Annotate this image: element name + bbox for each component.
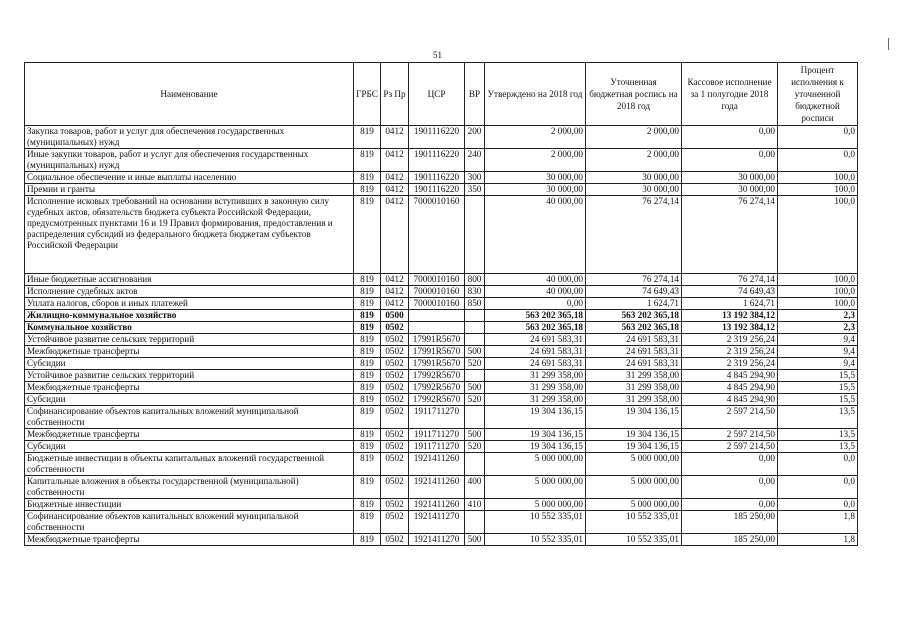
- cell-vr: [465, 310, 485, 322]
- cell-rzpr: 0502: [381, 406, 409, 429]
- cell-percent: 100,0: [778, 286, 858, 298]
- cell-percent: 0,0: [778, 126, 858, 149]
- cell-percent: 100,0: [778, 298, 858, 310]
- cell-csr: 1901116220: [409, 184, 465, 196]
- cell-grbs: 819: [354, 274, 381, 286]
- cell-vr: 410: [465, 499, 485, 511]
- cell-vr: [465, 334, 485, 346]
- cell-approved: 31 299 358,00: [485, 382, 586, 394]
- cell-csr: 1921411260: [409, 476, 465, 499]
- cell-csr: 7000010160: [409, 274, 465, 286]
- cell-grbs: 819: [354, 126, 381, 149]
- cell-name: Межбюджетные трансферты: [25, 346, 354, 358]
- table-row: [25, 334, 858, 346]
- cell-revised: 76 274,14: [586, 196, 682, 274]
- cell-cash: 2 597 214,50: [682, 406, 778, 429]
- cell-revised: 563 202 365,18: [586, 322, 682, 334]
- cell-rzpr: 0502: [381, 534, 409, 546]
- cell-grbs: 819: [354, 511, 381, 534]
- cell-revised: 2 000,00: [586, 126, 682, 149]
- cell-name: Иные закупки товаров, работ и услуг для обеспечения государственных (муниципальных) нужд: [25, 149, 354, 172]
- cell-cash: 30 000,00: [682, 172, 778, 184]
- cell-grbs: 819: [354, 310, 381, 322]
- table-row: [25, 126, 858, 149]
- cell-vr: 830: [465, 286, 485, 298]
- cell-approved: 24 691 583,31: [485, 358, 586, 370]
- cell-rzpr: 0502: [381, 476, 409, 499]
- cell-revised: 2 000,00: [586, 149, 682, 172]
- cell-approved: 31 299 358,00: [485, 394, 586, 406]
- cell-revised: 5 000 000,00: [586, 453, 682, 476]
- cell-revised: 10 552 335,01: [586, 511, 682, 534]
- cell-vr: 400: [465, 476, 485, 499]
- cell-name: Межбюджетные трансферты: [25, 382, 354, 394]
- cell-csr: 7000010160: [409, 286, 465, 298]
- cell-approved: 19 304 136,15: [485, 441, 586, 453]
- cell-revised: 19 304 136,15: [586, 406, 682, 429]
- cell-csr: 1911711270: [409, 441, 465, 453]
- cell-grbs: 819: [354, 499, 381, 511]
- cell-cash: 0,00: [682, 453, 778, 476]
- cell-approved: 40 000,00: [485, 274, 586, 286]
- cell-grbs: 819: [354, 149, 381, 172]
- cell-rzpr: 0502: [381, 499, 409, 511]
- cell-name: Социальное обеспечение и иные выплаты населению: [25, 172, 354, 184]
- cell-name: Исполнение судебных актов: [25, 286, 354, 298]
- cell-name: Жилищно-коммунальное хозяйство: [25, 310, 354, 322]
- cell-rzpr: 0502: [381, 322, 409, 334]
- cell-csr: 7000010160: [409, 196, 465, 274]
- cell-csr: 1911711270: [409, 406, 465, 429]
- cell-cash: 13 192 384,12: [682, 322, 778, 334]
- cell-name: Субсидии: [25, 358, 354, 370]
- cell-grbs: 819: [354, 298, 381, 310]
- cell-vr: 500: [465, 346, 485, 358]
- header-vr: ВР: [465, 63, 485, 126]
- cell-name: Коммунальное хозяйство: [25, 322, 354, 334]
- cell-csr: 17991R5670: [409, 346, 465, 358]
- cell-name: Устойчивое развитие сельских территорий: [25, 334, 354, 346]
- cell-vr: [465, 453, 485, 476]
- cell-vr: 200: [465, 126, 485, 149]
- cell-vr: 300: [465, 172, 485, 184]
- cell-csr: [409, 322, 465, 334]
- cell-cash: 0,00: [682, 126, 778, 149]
- cell-name: Субсидии: [25, 441, 354, 453]
- cell-revised: 19 304 136,15: [586, 429, 682, 441]
- cell-revised: 31 299 358,00: [586, 394, 682, 406]
- table-row: [25, 476, 858, 499]
- cell-revised: 30 000,00: [586, 184, 682, 196]
- cell-name: Капитальные вложения в объекты государственной (муниципальной) собственности: [25, 476, 354, 499]
- cell-percent: 2,3: [778, 322, 858, 334]
- table-row: [25, 429, 858, 441]
- cell-csr: 17991R5670: [409, 334, 465, 346]
- header-cash: Кассовое исполнение за 1 полугодие 2018 года: [682, 63, 778, 126]
- cell-percent: 13,5: [778, 429, 858, 441]
- cell-cash: 2 319 256,24: [682, 346, 778, 358]
- table-header-row: [25, 63, 858, 126]
- cell-percent: 1,8: [778, 534, 858, 546]
- cell-csr: [409, 310, 465, 322]
- cell-grbs: 819: [354, 346, 381, 358]
- table-row: [25, 172, 858, 184]
- cell-rzpr: 0412: [381, 286, 409, 298]
- cell-percent: 100,0: [778, 274, 858, 286]
- table-row: [25, 149, 858, 172]
- cell-percent: 15,5: [778, 370, 858, 382]
- cell-approved: 10 552 335,01: [485, 511, 586, 534]
- cell-rzpr: 0502: [381, 382, 409, 394]
- cell-percent: 9,4: [778, 358, 858, 370]
- cell-rzpr: 0412: [381, 298, 409, 310]
- cell-csr: 17992R5670: [409, 370, 465, 382]
- cell-vr: 520: [465, 358, 485, 370]
- cell-grbs: 819: [354, 172, 381, 184]
- budget-table: [24, 62, 858, 546]
- cell-approved: 24 691 583,31: [485, 346, 586, 358]
- cell-vr: [465, 406, 485, 429]
- table-row: [25, 274, 858, 286]
- table-row: [25, 286, 858, 298]
- cell-percent: 0,0: [778, 453, 858, 476]
- cell-revised: 5 000 000,00: [586, 476, 682, 499]
- cell-approved: 2 000,00: [485, 126, 586, 149]
- cell-cash: 2 319 256,24: [682, 358, 778, 370]
- cell-grbs: 819: [354, 534, 381, 546]
- cell-revised: 1 624,71: [586, 298, 682, 310]
- cell-name: Субсидии: [25, 394, 354, 406]
- cell-rzpr: 0502: [381, 441, 409, 453]
- cell-approved: 563 202 365,18: [485, 322, 586, 334]
- cell-name: Иные бюджетные ассигнования: [25, 274, 354, 286]
- table-row: [25, 499, 858, 511]
- cell-cash: 4 845 294,90: [682, 370, 778, 382]
- cell-vr: 350: [465, 184, 485, 196]
- cell-rzpr: 0412: [381, 274, 409, 286]
- cell-vr: 520: [465, 394, 485, 406]
- cell-revised: 19 304 136,15: [586, 441, 682, 453]
- cell-name: Бюджетные инвестиции в объекты капитальных вложений государственной собственности: [25, 453, 354, 476]
- cell-revised: 31 299 358,00: [586, 382, 682, 394]
- cell-rzpr: 0502: [381, 394, 409, 406]
- cell-revised: 563 202 365,18: [586, 310, 682, 322]
- cell-vr: 500: [465, 429, 485, 441]
- cell-percent: 100,0: [778, 196, 858, 274]
- cell-grbs: 819: [354, 406, 381, 429]
- table-row: [25, 184, 858, 196]
- cell-grbs: 819: [354, 476, 381, 499]
- cell-csr: 1901116220: [409, 126, 465, 149]
- cell-name: Премии и гранты: [25, 184, 354, 196]
- table-row: [25, 196, 858, 274]
- cell-grbs: 819: [354, 358, 381, 370]
- table-row: [25, 310, 858, 322]
- cell-cash: 74 649,43: [682, 286, 778, 298]
- cell-grbs: 819: [354, 196, 381, 274]
- cell-vr: [465, 322, 485, 334]
- cell-cash: 185 250,00: [682, 534, 778, 546]
- cell-csr: 1921411260: [409, 499, 465, 511]
- cell-percent: 13,5: [778, 406, 858, 429]
- cell-approved: 2 000,00: [485, 149, 586, 172]
- cell-revised: 10 552 335,01: [586, 534, 682, 546]
- cell-cash: 0,00: [682, 499, 778, 511]
- cell-vr: [465, 511, 485, 534]
- cell-name: Устойчивое развитие сельских территорий: [25, 370, 354, 382]
- cell-rzpr: 0502: [381, 346, 409, 358]
- cell-name: Бюджетные инвестиции: [25, 499, 354, 511]
- cell-vr: 500: [465, 382, 485, 394]
- cell-revised: 24 691 583,31: [586, 334, 682, 346]
- cell-grbs: 819: [354, 453, 381, 476]
- cell-csr: 1921411270: [409, 534, 465, 546]
- cell-cash: 0,00: [682, 476, 778, 499]
- cell-cash: 1 624,71: [682, 298, 778, 310]
- cell-csr: 17992R5670: [409, 394, 465, 406]
- cell-grbs: 819: [354, 322, 381, 334]
- cell-vr: 800: [465, 274, 485, 286]
- table-row: [25, 298, 858, 310]
- cell-percent: 15,5: [778, 382, 858, 394]
- cell-revised: 31 299 358,00: [586, 370, 682, 382]
- cell-name: Софинансирование объектов капитальных вложений муниципальной собственности: [25, 511, 354, 534]
- cell-csr: 1901116220: [409, 149, 465, 172]
- cell-csr: 1921411270: [409, 511, 465, 534]
- cell-grbs: 819: [354, 286, 381, 298]
- cell-cash: 30 000,00: [682, 184, 778, 196]
- table-body: [25, 126, 858, 546]
- cell-percent: 100,0: [778, 172, 858, 184]
- table-row: [25, 394, 858, 406]
- cell-approved: 30 000,00: [485, 184, 586, 196]
- cell-rzpr: 0412: [381, 126, 409, 149]
- cell-revised: 74 649,43: [586, 286, 682, 298]
- cell-rzpr: 0502: [381, 370, 409, 382]
- cell-grbs: 819: [354, 370, 381, 382]
- cell-approved: 5 000 000,00: [485, 453, 586, 476]
- cell-rzpr: 0500: [381, 310, 409, 322]
- cell-grbs: 819: [354, 334, 381, 346]
- header-approved: Утверждено на 2018 год: [485, 63, 586, 126]
- cell-percent: 9,4: [778, 334, 858, 346]
- cell-percent: 0,0: [778, 476, 858, 499]
- table-row: [25, 382, 858, 394]
- header-percent: Процент исполнения к уточненной бюджетной росписи: [778, 63, 858, 126]
- cell-revised: 24 691 583,31: [586, 358, 682, 370]
- cell-revised: 76 274,14: [586, 274, 682, 286]
- cell-rzpr: 0502: [381, 511, 409, 534]
- cell-grbs: 819: [354, 382, 381, 394]
- cell-percent: 9,4: [778, 346, 858, 358]
- cell-percent: 0,0: [778, 149, 858, 172]
- cell-cash: 2 597 214,50: [682, 429, 778, 441]
- table-row: [25, 511, 858, 534]
- cell-percent: 0,0: [778, 499, 858, 511]
- cell-vr: 500: [465, 534, 485, 546]
- cell-percent: 13,5: [778, 441, 858, 453]
- page-number: 51: [433, 50, 442, 60]
- cell-name: Уплата налогов, сборов и иных платежей: [25, 298, 354, 310]
- cell-vr: [465, 196, 485, 274]
- header-rzpr: Рз Пр: [381, 63, 409, 126]
- header-csr: ЦСР: [409, 63, 465, 126]
- cell-approved: 5 000 000,00: [485, 499, 586, 511]
- cell-approved: 0,00: [485, 298, 586, 310]
- cell-name: Закупка товаров, работ и услуг для обеспечения государственных (муниципальных) нужд: [25, 126, 354, 149]
- cell-csr: 17991R5670: [409, 358, 465, 370]
- cell-cash: 76 274,14: [682, 274, 778, 286]
- cell-approved: 30 000,00: [485, 172, 586, 184]
- cell-vr: 240: [465, 149, 485, 172]
- header-grbs: ГРБС: [354, 63, 381, 126]
- cell-name: Межбюджетные трансферты: [25, 534, 354, 546]
- cell-percent: 1,8: [778, 511, 858, 534]
- cell-rzpr: 0502: [381, 429, 409, 441]
- cell-rzpr: 0412: [381, 196, 409, 274]
- cell-approved: 5 000 000,00: [485, 476, 586, 499]
- cell-csr: 7000010160: [409, 298, 465, 310]
- cell-grbs: 819: [354, 429, 381, 441]
- table-row: [25, 322, 858, 334]
- cell-name: Межбюджетные трансферты: [25, 429, 354, 441]
- cell-rzpr: 0502: [381, 334, 409, 346]
- header-name: Наименование: [25, 63, 354, 126]
- cell-rzpr: 0412: [381, 184, 409, 196]
- cell-vr: 520: [465, 441, 485, 453]
- cell-rzpr: 0502: [381, 453, 409, 476]
- cell-rzpr: 0412: [381, 149, 409, 172]
- cell-cash: 2 597 214,50: [682, 441, 778, 453]
- cell-grbs: 819: [354, 394, 381, 406]
- table-row: [25, 358, 858, 370]
- table-row: [25, 453, 858, 476]
- cell-percent: 15,5: [778, 394, 858, 406]
- cell-csr: 1921411260: [409, 453, 465, 476]
- cell-rzpr: 0502: [381, 358, 409, 370]
- cell-approved: 10 552 335,01: [485, 534, 586, 546]
- cell-approved: 40 000,00: [485, 196, 586, 274]
- table-row: [25, 441, 858, 453]
- cell-revised: 30 000,00: [586, 172, 682, 184]
- cell-approved: 31 299 358,00: [485, 370, 586, 382]
- scan-edge-mark: [888, 38, 889, 50]
- cell-approved: 563 202 365,18: [485, 310, 586, 322]
- table-row: [25, 370, 858, 382]
- cell-name: Исполнение исковых требований на основании вступивших в законную силу судебных актов, обязательств бюджета субъекта Российской Федерации, предусмотренных пунктами 16 и 19 Правил формирования, предоставления и распределения субсидий из федерального бюджета бюджетам субъектов Российской Федерации: [25, 196, 354, 274]
- cell-rzpr: 0412: [381, 172, 409, 184]
- table-row: [25, 346, 858, 358]
- cell-csr: 17992R5670: [409, 382, 465, 394]
- cell-grbs: 819: [354, 184, 381, 196]
- cell-cash: 76 274,14: [682, 196, 778, 274]
- cell-approved: 24 691 583,31: [485, 334, 586, 346]
- cell-approved: 19 304 136,15: [485, 406, 586, 429]
- cell-vr: 850: [465, 298, 485, 310]
- cell-csr: 1911711270: [409, 429, 465, 441]
- cell-grbs: 819: [354, 441, 381, 453]
- header-revised: Уточненная бюджетная роспись на 2018 год: [586, 63, 682, 126]
- cell-percent: 2,3: [778, 310, 858, 322]
- cell-cash: 4 845 294,90: [682, 382, 778, 394]
- cell-cash: 13 192 384,12: [682, 310, 778, 322]
- cell-cash: 2 319 256,24: [682, 334, 778, 346]
- cell-percent: 100,0: [778, 184, 858, 196]
- cell-csr: 1901116220: [409, 172, 465, 184]
- cell-cash: 0,00: [682, 149, 778, 172]
- cell-cash: 185 250,00: [682, 511, 778, 534]
- cell-name: Софинансирование объектов капитальных вложений муниципальной собственности: [25, 406, 354, 429]
- table-row: [25, 406, 858, 429]
- cell-revised: 5 000 000,00: [586, 499, 682, 511]
- cell-vr: [465, 370, 485, 382]
- table-row: [25, 534, 858, 546]
- cell-approved: 19 304 136,15: [485, 429, 586, 441]
- cell-approved: 40 000,00: [485, 286, 586, 298]
- cell-revised: 24 691 583,31: [586, 346, 682, 358]
- cell-cash: 4 845 294,90: [682, 394, 778, 406]
